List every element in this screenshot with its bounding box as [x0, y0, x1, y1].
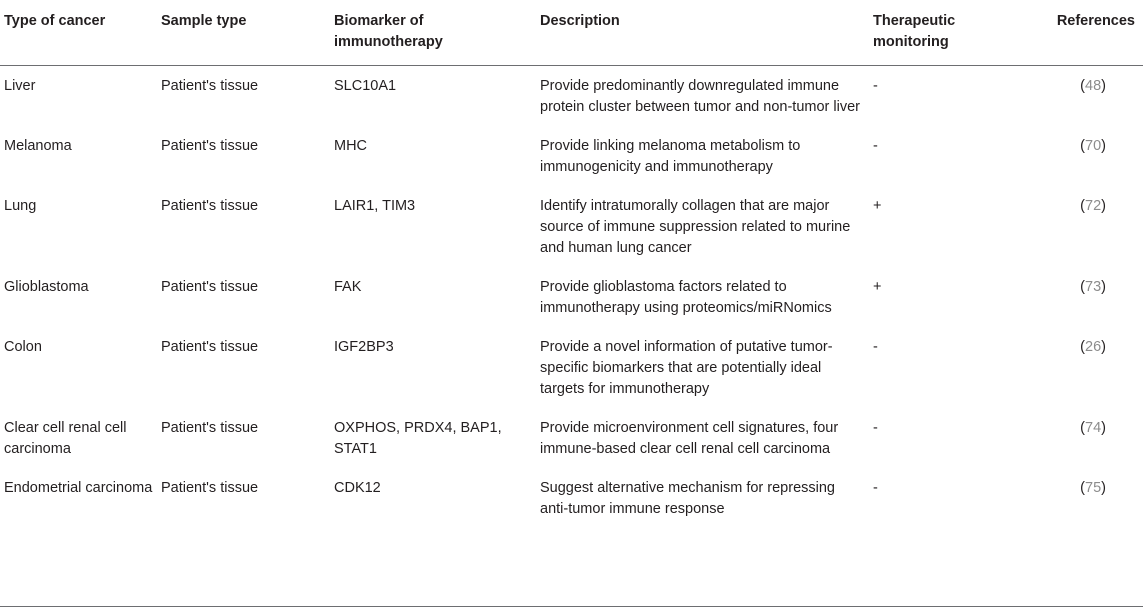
- header-description: Description: [536, 5, 869, 66]
- header-row: [0, 5, 1143, 66]
- reference-link[interactable]: 70: [1085, 138, 1102, 154]
- header-biomarker: Biomarker of immunotherapy: [330, 5, 536, 66]
- cell-monitoring: +: [873, 198, 882, 214]
- cell-reference: (26): [1080, 339, 1106, 355]
- cell-sample-type: Patient's tissue: [161, 279, 259, 295]
- cell-monitoring: -: [873, 480, 878, 496]
- cell-reference: (73): [1080, 279, 1106, 295]
- header-type-of-cancer: Type of cancer: [0, 5, 157, 66]
- cell-cancer-type: Endometrial carcinoma: [4, 480, 153, 496]
- cell-monitoring: +: [873, 279, 882, 295]
- cell-reference: (48): [1080, 78, 1106, 94]
- cell-sample-type: Patient's tissue: [161, 138, 259, 154]
- cell-reference: (72): [1080, 198, 1106, 214]
- table-header: [0, 5, 1143, 66]
- table-row: [0, 267, 1143, 327]
- cell-biomarker: IGF2BP3: [334, 339, 394, 355]
- cell-cancer-type: Colon: [4, 339, 42, 355]
- cell-sample-type: Patient's tissue: [161, 480, 259, 496]
- cell-cancer-type: Clear cell renal cell carcinoma: [4, 420, 127, 457]
- cell-description: Suggest alternative mechanism for repressing anti-tumor immune response: [540, 480, 835, 517]
- table-row: [0, 126, 1143, 186]
- cell-reference: (75): [1080, 480, 1106, 496]
- header-references: References: [1029, 5, 1143, 66]
- table-row: [0, 468, 1143, 528]
- table-bottom-divider: [0, 606, 1143, 607]
- cell-cancer-type: Liver: [4, 78, 36, 94]
- cell-description: Provide glioblastoma factors related to immunotherapy using proteomics/miRNomics: [540, 279, 832, 316]
- cell-biomarker: LAIR1, TIM3: [334, 198, 416, 214]
- table-row: [0, 408, 1143, 468]
- cell-description: Provide a novel information of putative tumor-specific biomarkers that are potentially ideal targets for immunotherapy: [540, 339, 833, 397]
- reference-link[interactable]: 73: [1085, 279, 1102, 295]
- cell-description: Provide predominantly downregulated immune protein cluster between tumor and non-tumor liver: [540, 78, 860, 115]
- cell-monitoring: -: [873, 138, 878, 154]
- cell-biomarker: SLC10A1: [334, 78, 397, 94]
- cell-description: Identify intratumorally collagen that are major source of immune suppression related to murine and human lung cancer: [540, 198, 851, 256]
- cell-sample-type: Patient's tissue: [161, 78, 259, 94]
- cell-description: Provide linking melanoma metabolism to immunogenicity and immunotherapy: [540, 138, 801, 175]
- cell-sample-type: Patient's tissue: [161, 420, 259, 436]
- reference-link[interactable]: 75: [1085, 480, 1102, 496]
- header-sample-type: Sample type: [157, 5, 330, 66]
- cell-sample-type: Patient's tissue: [161, 339, 259, 355]
- cell-biomarker: OXPHOS, PRDX4, BAP1, STAT1: [334, 420, 502, 457]
- cell-cancer-type: Glioblastoma: [4, 279, 89, 295]
- reference-link[interactable]: 26: [1085, 339, 1102, 355]
- cell-reference: (70): [1080, 138, 1106, 154]
- cell-cancer-type: Melanoma: [4, 138, 72, 154]
- table-body: [0, 66, 1143, 529]
- table-row: [0, 186, 1143, 267]
- cell-cancer-type: Lung: [4, 198, 37, 214]
- cell-sample-type: Patient's tissue: [161, 198, 259, 214]
- reference-link[interactable]: 74: [1085, 420, 1102, 436]
- table-row: [0, 66, 1143, 127]
- cell-biomarker: MHC: [334, 138, 368, 154]
- cell-reference: (74): [1080, 420, 1106, 436]
- cell-biomarker: CDK12: [334, 480, 381, 496]
- header-therapeutic-monitoring: Therapeutic monitoring: [869, 5, 1029, 66]
- cell-description: Provide microenvironment cell signatures, four immune-based clear cell renal cell carcinoma: [540, 420, 839, 457]
- reference-link[interactable]: 72: [1085, 198, 1102, 214]
- cell-monitoring: -: [873, 78, 878, 94]
- table-row: [0, 327, 1143, 408]
- cell-biomarker: FAK: [334, 279, 362, 295]
- cell-monitoring: -: [873, 339, 878, 355]
- biomarker-table: [0, 5, 1143, 528]
- cell-monitoring: -: [873, 420, 878, 436]
- reference-link[interactable]: 48: [1085, 78, 1102, 94]
